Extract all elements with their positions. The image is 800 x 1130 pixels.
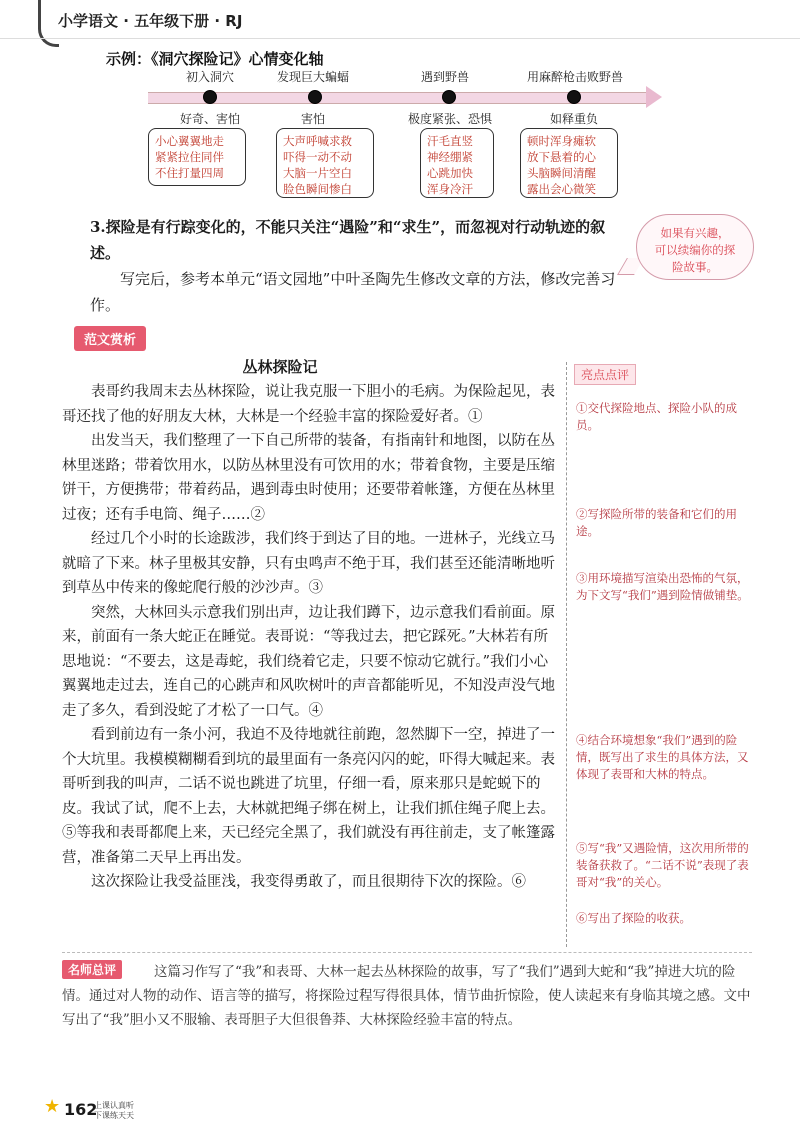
- example-title: 示例：《洞穴探险记》心情变化轴: [106, 50, 324, 68]
- emotion-line: 不住打量四周: [155, 166, 224, 180]
- writing-tip-3: 3.探险是有行踪变化的，不能只关注“遇险”和“求生”，而忽视对行动轨迹的叙述。: [90, 218, 606, 262]
- emotion-line: 头脑瞬间清醒: [527, 166, 596, 180]
- axis-event-label: 遇到野兽: [420, 70, 469, 84]
- essay-paragraph: 表哥约我周末去丛林探险，说让我克服一下胆小的毛病。为保险起见，表哥还找了他的好朋友大林，大林是一个经验丰富的探险爱好者。①: [62, 384, 555, 425]
- essay-paragraph: 看到前边有一条小河，我迫不及待地就往前跑，忽然脚下一空，掉进了一个大坑里。我模模糊糊看到坑的最里面有一条亮闪闪的蛇，吓得大喊起来。表哥听到我的叫声，二话不说也跳进了坑里，仔细一看，原来那只是蛇蜕下的皮。我试了试，爬不上去，大林就把绳子绑在树上，让我们抓住绳子爬上去。⑤等我和表哥都爬上来，天已经完全黑了，我们就没有再往前走，支了帐篷露营，准备第二天早上再出发。: [62, 727, 555, 866]
- page-header-title: 小学语文 · 五年级下册 · RJ: [58, 12, 243, 30]
- axis-feeling-label: 害怕: [300, 112, 325, 126]
- emotion-line: 小心翼翼地走: [155, 134, 224, 148]
- emotion-box: [520, 128, 618, 198]
- header-divider: [0, 38, 800, 39]
- emotion-line: 浑身冷汗: [427, 182, 473, 196]
- revision-instruction: 写完后，参考本单元“语文园地”中叶圣陶先生修改文章的方法，修改完善习作。: [90, 270, 616, 314]
- teacher-summary-tag: 名师总评: [62, 960, 122, 979]
- side-note: ③用环境描写渲染出恐怖的气氛，为下文写“我们”遇到险情做铺垫。: [576, 571, 749, 602]
- side-note: ⑤写“我”又遇险情，这次用所带的装备获救了。“二话不说”表现了表哥对“我”的关心。: [576, 841, 749, 889]
- teacher-summary-text: 这篇习作写了“我”和表哥、大林一起去丛林探险的故事，写了“我们”遇到大蛇和“我”掉进大坑的险情。通过对人物的动作、语言等的描写，将探险过程写得很具体，情节曲折惊险，使人读起来有身临其境之感。文中写出了“我”胆小又不服输、表哥胆子大但很鲁莽、大林探险经验丰富的特点。: [62, 964, 751, 1028]
- star-icon: ★: [44, 1096, 61, 1117]
- side-note: ④结合环境想象“我们”遇到的险情，既写出了求生的具体方法，又体现了表哥和大林的特点。: [576, 733, 749, 781]
- axis-dot: [442, 90, 456, 104]
- emotion-line: 神经绷紧: [427, 150, 473, 164]
- emotion-line: 吓得一动不动: [283, 150, 352, 164]
- axis-dot: [567, 90, 581, 104]
- essay-body: [62, 380, 556, 895]
- emotion-line: 大脑一片空白: [283, 166, 352, 180]
- tip-line: 险故事。: [672, 260, 718, 274]
- axis-event-label: 发现巨大蝙蝠: [276, 70, 349, 84]
- axis-event-label: 初入洞穴: [185, 70, 234, 84]
- emotion-line: 顿时浑身瘫软: [527, 134, 596, 148]
- axis-dot: [308, 90, 322, 104]
- side-notes-tag: 亮点点评: [574, 364, 636, 385]
- emotion-line: 大声呼喊求救: [283, 134, 352, 148]
- emotion-box: [148, 128, 246, 186]
- axis-feeling-label: 如释重负: [549, 112, 598, 126]
- footer-slogan: 上课认真听 下课练天天: [94, 1101, 134, 1120]
- essay-title: 丛林探险记: [242, 358, 318, 376]
- summary-divider: [62, 952, 752, 953]
- emotion-line: 心跳加快: [427, 166, 473, 180]
- emotion-box: [276, 128, 374, 198]
- corner-decoration: [38, 0, 59, 47]
- side-notes-divider: [566, 362, 568, 947]
- side-note: ①交代探险地点、探险小队的成员。: [576, 401, 737, 432]
- essay-paragraph: 这次探险让我受益匪浅，我变得勇敢了，而且很期待下次的探险。⑥: [91, 874, 526, 890]
- axis-feeling-label: 好奇、害怕: [179, 112, 240, 126]
- tip-line: 如果有兴趣，: [660, 226, 730, 240]
- essay-paragraph: 突然，大林回头示意我们别出声，边让我们蹲下，边示意我们看前面。原来，前面有一条大蛇正在睡觉。表哥说：“等我过去，把它踩死。”大林若有所思地说：“不要去，这是毒蛇，我们绕着它走，只要不惊动它就行。”我们小心翼翼地走过去，连自己的心跳声和风吹树叶的声音都能听见，不知没声没气地走了多久，看到没蛇了才松了一口气。④: [62, 604, 555, 719]
- essay-paragraph: 经过几个小时的长途跋涉，我们终于到达了目的地。一进林子，光线立马就暗了下来。林子里极其安静，只有虫鸣声不绝于耳，我们甚至还能清晰地听到草丛中传来的像蛇爬行般的沙沙声。③: [62, 531, 555, 596]
- axis-dot: [203, 90, 217, 104]
- tip-speech-bubble: [636, 214, 754, 280]
- axis-event-label: 用麻醉枪击败野兽: [526, 70, 623, 84]
- emotion-box: [420, 128, 494, 198]
- side-note: ⑥写出了探险的收获。: [576, 911, 691, 925]
- emotion-line: 露出会心微笑: [527, 182, 596, 196]
- emotion-line: 紧紧拉住同伴: [155, 150, 224, 164]
- essay-paragraph: 出发当天，我们整理了一下自己所带的装备，有指南针和地图，以防在丛林里迷路；带着饮用水，以防丛林里没有可饮用的水；带着食物，主要是压缩饼干，方便携带；带着药品，遇到毒虫时使用；还要带着帐篷，方便在丛林里过夜；还有手电筒、绳子……②: [62, 433, 555, 523]
- emotion-line: 汗毛直竖: [427, 134, 473, 148]
- section-tag-model-essay: 范文赏析: [74, 326, 146, 351]
- side-note: ②写探险所带的装备和它们的用途。: [576, 507, 737, 538]
- emotion-line: 放下悬着的心: [527, 150, 596, 164]
- mood-axis-arrow: [646, 86, 662, 108]
- emotion-line: 脸色瞬间惨白: [283, 182, 352, 196]
- page-number: 162: [64, 1100, 98, 1119]
- axis-feeling-label: 极度紧张、恐惧: [407, 112, 492, 126]
- tip-line: 可以续编你的探: [654, 243, 736, 257]
